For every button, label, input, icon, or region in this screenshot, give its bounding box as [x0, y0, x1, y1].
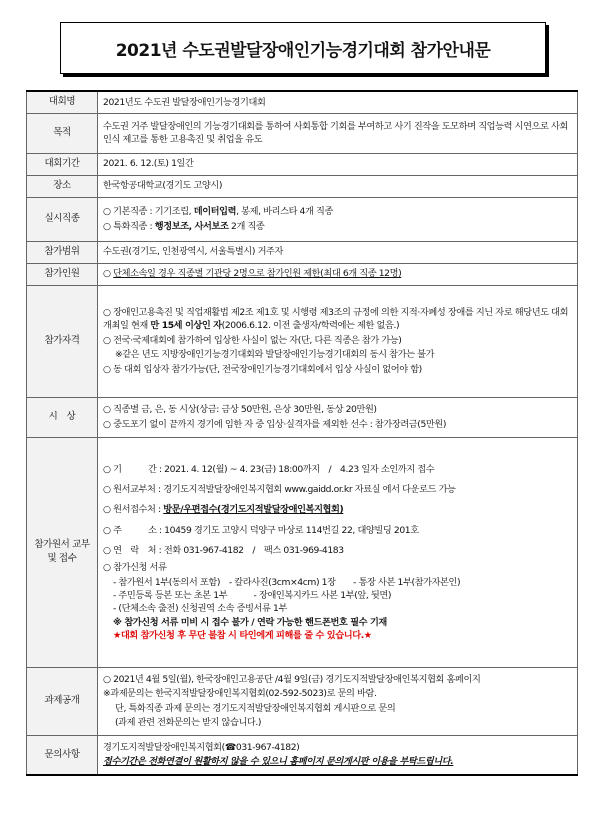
eligibility-value [98, 285, 578, 397]
application-doc2: - 주민등록 등본 또는 초본 1부 - 장애인복지카드 사본 1부(앞, 뒷면) [113, 590, 392, 602]
row-label: 대회기간 [27, 153, 98, 175]
application-doc5: ★대회 참가신청 후 무단 불참 시 타인에게 피해를 줄 수 있습니다.★ [113, 630, 372, 642]
events-line1-bold: 데이터입력 [193, 206, 237, 218]
eligibility-line4: ○ 동 대회 입상자 참가가능(단, 전국장애인기능경기대회에서 입상 사실이 없어야 함) [103, 363, 422, 375]
events-line2-prefix: ○ 특화직종 : [103, 220, 155, 232]
row-label: 참가원서 교부 및 접수 [27, 437, 98, 667]
application-doc3: - (단체소속 출전) 신청권역 소속 증빙서류 1부 [113, 603, 287, 615]
eligibility-line2: ○ 전국·국제대회에 참가하여 입상한 사실이 없는 자(단, 다른 직종은 참가 가능) [103, 334, 402, 346]
row-label: 참가인원 [27, 263, 98, 285]
application-line2: ○ 원서교부처 : 경기도지적발달장애인복지협회 www.gaidd.or.kr 자료실 에서 다운로드 가능 [103, 483, 456, 495]
table-row [27, 113, 578, 153]
application-line5: ○ 연 락 처 : 전화 031-967-4182 / 팩스 031-969-4183 [103, 544, 344, 556]
table-row [27, 397, 578, 437]
page-title: 2021년 수도권발달장애인기능경기대회 참가안내문 [60, 22, 546, 74]
row-label: 장소 [27, 175, 98, 197]
application-doc4: ※ 참가신청 서류 미비 시 접수 불가 / 연락 가능한 핸드폰번호 필수 기재 [113, 616, 387, 628]
eligibility-line1c: (2006.6.12. 이전 출생자/학력에는 제한 없음.) [221, 320, 400, 332]
application-line6: ○ 참가신청 서류 [103, 562, 167, 574]
application-doc1: - 참가원서 1부(동의서 포함) - 칼라사진(3cm×4cm) 1장 - 통장 사본 1부(참가자본인) [113, 576, 461, 588]
table-row [27, 241, 578, 263]
purpose-value: 수도권 거주 발달장애인의 기능경기대회를 통하여 사회통합 기회를 부여하고 사기 진작을 도모하며 직업능력 시연으로 사회인식 제고를 통한 고용촉진 및 취업을 유도 [98, 113, 578, 153]
table-row [27, 197, 578, 241]
headcount-text: 단체소속일 경우 직종별 기관당 2명으로 참가인원 제한(최대 6개 직종 12명) [113, 268, 402, 280]
application-line1: ○ 기 간 : 2021. 4. 12(월) ~ 4. 23(금) 18:00까지 / 4.23 일자 소인까지 접수 [103, 463, 435, 475]
row-label: 시 상 [27, 397, 98, 437]
announcement-line3: 단, 특화직종 과제 문의는 경기도지적발달장애인복지협회 게시판으로 문의 [115, 702, 396, 714]
events-line1-prefix: ○ 기본직종 : 기기조립, [103, 206, 194, 218]
application-line4: ○ 주 소 : 10459 경기도 고양시 덕양구 마상로 114번길 22, 대양빌딩 201호 [103, 524, 419, 536]
row-label: 과제공개 [27, 667, 98, 735]
table-row [27, 437, 578, 667]
events-line2-suffix: 2개 직종 [228, 220, 265, 232]
venue-value: 한국항공대학교(경기도 고양시) [98, 175, 578, 197]
application-value [98, 437, 578, 667]
events-value [98, 197, 578, 241]
table-row [27, 91, 578, 113]
announcement-value [98, 667, 578, 735]
announcement-line4: (과제 관련 전화문의는 받지 않습니다.) [115, 716, 262, 728]
table-row [27, 263, 578, 285]
period-value: 2021. 6. 12.(토) 1일간 [98, 153, 578, 175]
headcount-prefix: ○ [103, 268, 114, 280]
prize-line2: ○ 중도포기 없이 끝까지 경기에 임한 자 중 입상·실격자를 제외한 선수 : 참가장려금(5만원) [103, 418, 447, 430]
table-row [27, 735, 578, 775]
headcount-value [98, 263, 578, 285]
inquiry-value [98, 735, 578, 775]
eligibility-line1a: ○ 장애인고용촉진 및 직업재활법 제2조 제1호 및 시행령 제3조의 규정에 의한 지적·자폐성 장애를 지닌 자로 해당년도 대회 개최일 현재 [103, 307, 569, 332]
inquiry-line2: 접수기간은 전화연결이 원활하지 않을 수 있으니 홈페이지 문의게시판 이용을 부탁드립니다. [103, 756, 454, 768]
info-table [26, 90, 578, 776]
row-label: 문의사항 [27, 735, 98, 775]
scope-value: 수도권(경기도, 인천광역시, 서울특별시) 거주자 [98, 241, 578, 263]
application-line3-prefix: ○ 원서접수처 : [103, 504, 164, 516]
eligibility-line3: ※같은 년도 지방장애인기능경기대회와 발달장애인기능경기대회의 동시 참가는 불가 [115, 349, 435, 361]
events-line1-suffix: , 봉제, 바리스타 4개 직종 [236, 206, 333, 218]
application-line3-value: 방문/우편접수(경기도지적발달장애인복지협회) [163, 504, 344, 516]
prize-value [98, 397, 578, 437]
row-label: 대회명 [27, 91, 98, 113]
table-row [27, 667, 578, 735]
prize-line1: ○ 직종별 금, 은, 동 시상(상금: 금상 50만원, 은상 30만원, 동상 20만원) [103, 404, 377, 416]
row-label: 참가범위 [27, 241, 98, 263]
eligibility-line1b: 만 15세 이상인 자 [150, 320, 222, 332]
event-name-value: 2021년도 수도권 발달장애인기능경기대회 [98, 91, 578, 113]
row-label: 목적 [27, 113, 98, 153]
announcement-line2: ※과제문의는 한국지적발달장애인복지협회(02-592-5023)로 문의 바람. [103, 688, 377, 700]
announcement-line1: ○ 2021년 4월 5일(월), 한국장애인고용공단 /4월 9일(금) 경기도지적발달장애인복지협회 홈페이지 [103, 673, 481, 685]
inquiry-line1: 경기도지적발달장애인복지협회(☎031-967-4182) [103, 741, 300, 753]
table-row [27, 153, 578, 175]
table-row [27, 285, 578, 397]
row-label: 참가자격 [27, 285, 98, 397]
row-label: 실시직종 [27, 197, 98, 241]
table-row [27, 175, 578, 197]
events-line2-bold: 행정보조, 사서보조 [154, 220, 229, 232]
